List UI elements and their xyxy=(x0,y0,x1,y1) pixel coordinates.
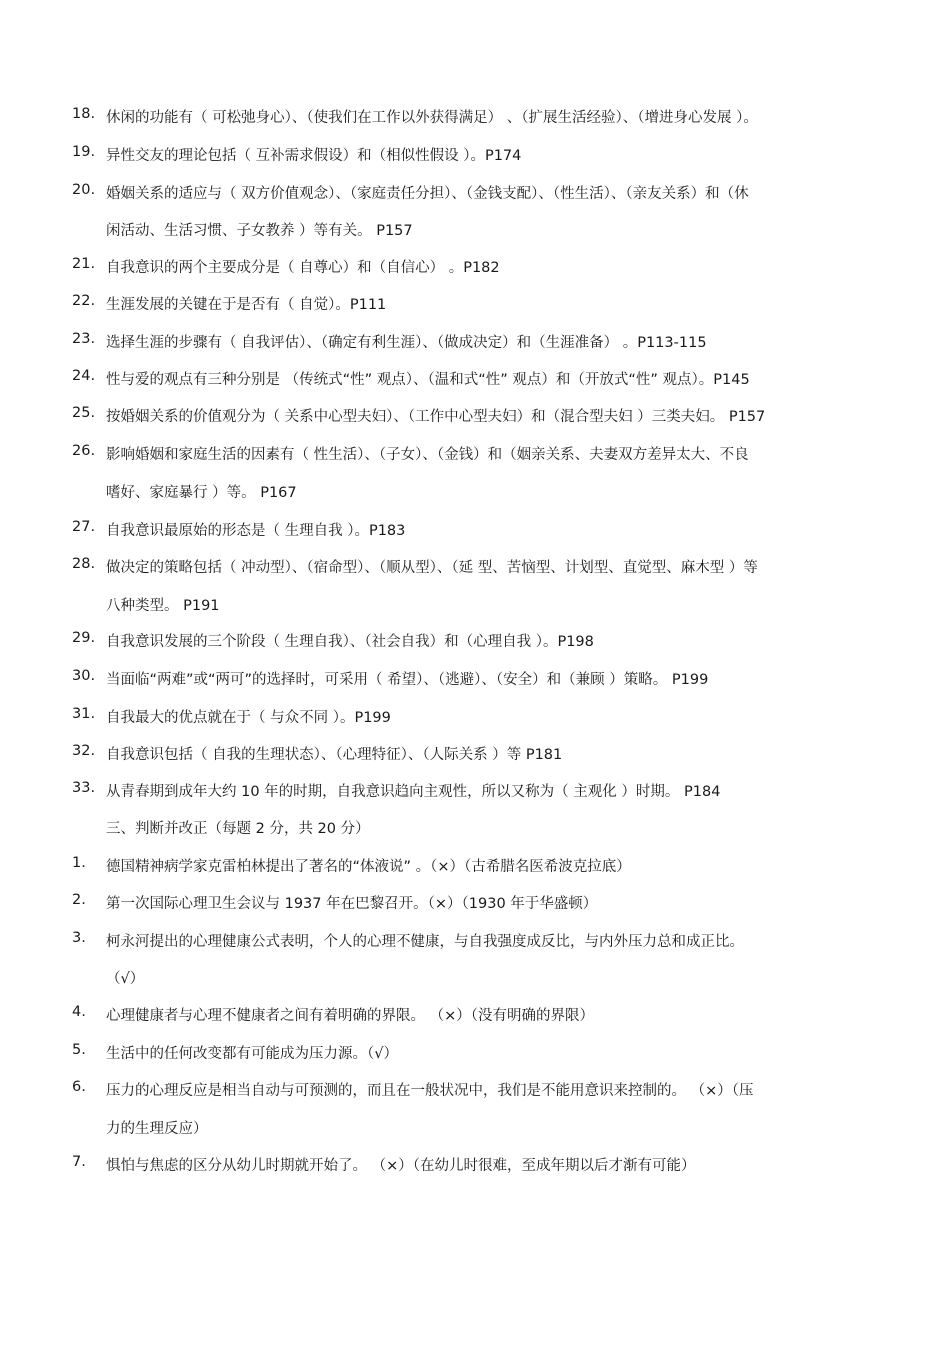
item-text: 当面临“两难”或“两可”的选择时，可采用（ 希望）、（逃避）、（安全）和（兼顾 ）策略。 P199 xyxy=(106,672,709,688)
item-number: 18. xyxy=(72,106,96,122)
item-text: 从青春期到成年大约 10 年的时期，自我意识趋向主观性，所以又称为（ 主观化 ）时期。 P184 xyxy=(106,784,721,800)
item-text: 自我意识发展的三个阶段（ 生理自我）、（社会自我）和（心理自我 ）。P198 xyxy=(106,634,594,650)
item-text: 性与爱的观点有三种分别是 （传统式“性” 观点）、（温和式“性” 观点）和（开放式“性” 观点）。P145 xyxy=(106,372,750,388)
item-number: 30. xyxy=(72,668,96,684)
item-text: 做决定的策略包括（ 冲动型）、（宿命型）、（顺从型）、（延 型、苦恼型、计划型、直觉型、麻木型 ）等 xyxy=(106,560,758,576)
fill-item-28-continuation: 八种类型。 P191 xyxy=(106,598,220,614)
item-number: 2. xyxy=(72,892,86,908)
item-number: 6. xyxy=(72,1079,86,1095)
item-number: 27. xyxy=(72,519,96,535)
section-heading: 三、判断并改正（每题 2 分，共 20 分） xyxy=(106,821,370,837)
item-number: 21. xyxy=(72,256,96,272)
item-text: 第一次国际心理卫生会议与 1937 年在巴黎召开。（×）（1930 年于华盛顿） xyxy=(106,896,598,912)
item-text: 生活中的任何改变都有可能成为压力源。（√） xyxy=(106,1046,398,1062)
item-text: 婚姻关系的适应与（ 双方价值观念）、（家庭责任分担）、（金钱支配）、（性生活）、（亲友关系）和（休 xyxy=(106,186,749,202)
item-number: 19. xyxy=(72,144,96,160)
item-number: 24. xyxy=(72,368,96,384)
item-text: 自我意识包括（ 自我的生理状态）、（心理特征）、（人际关系 ）等 P181 xyxy=(106,747,563,763)
item-number: 32. xyxy=(72,743,96,759)
item-text: 心理健康者与心理不健康者之间有着明确的界限。 （×）（没有明确的界限） xyxy=(106,1008,595,1024)
item-number: 20. xyxy=(72,182,96,198)
item-number: 33. xyxy=(72,780,96,796)
judge-item-6-continuation: 力的生理反应） xyxy=(106,1121,208,1137)
item-number: 31. xyxy=(72,706,96,722)
item-text: 生涯发展的关键在于是否有（ 自觉）。P111 xyxy=(106,297,387,313)
item-text: 自我最大的优点就在于（ 与众不同 ）。P199 xyxy=(106,710,391,726)
item-text: 惧怕与焦虑的区分从幼儿时期就开始了。 （×）（在幼儿时很难，至成年期以后才渐有可能） xyxy=(106,1158,696,1174)
fill-item-20-continuation: 闲活动、生活习惯、子女教养 ）等有关。 P157 xyxy=(106,223,413,239)
item-number: 28. xyxy=(72,556,96,572)
item-text: 按婚姻关系的价值观分为（ 关系中心型夫妇）、（工作中心型夫妇）和（混合型夫妇 ）三类夫妇。 P157 xyxy=(106,409,766,425)
item-text: 异性交友的理论包括（ 互补需求假设）和（相似性假设 ）。P174 xyxy=(106,148,522,164)
item-number: 29. xyxy=(72,630,96,646)
item-text: 休闲的功能有（ 可松弛身心）、（使我们在工作以外获得满足） 、（扩展生活经验）、（增进身心发展 ）。 xyxy=(106,110,758,126)
item-number: 4. xyxy=(72,1004,86,1020)
item-text: 柯永河提出的心理健康公式表明，个人的心理不健康，与自我强度成反比，与内外压力总和成正比。 xyxy=(106,934,744,950)
item-number: 25. xyxy=(72,405,96,421)
item-text: 自我意识的两个主要成分是（ 自尊心）和（自信心） 。P182 xyxy=(106,260,500,276)
item-text: 自我意识最原始的形态是（ 生理自我 ）。P183 xyxy=(106,523,406,539)
judge-item-3-continuation: （√） xyxy=(106,971,145,987)
fill-item-26-continuation: 嗜好、家庭暴行 ）等。 P167 xyxy=(106,485,297,501)
item-text: 压力的心理反应是相当自动与可预测的，而且在一般状况中，我们是不能用意识来控制的。 （×）（压 xyxy=(106,1083,754,1099)
item-number: 1. xyxy=(72,855,86,871)
item-text: 影响婚姻和家庭生活的因素有（ 性生活）、（子女）、（金钱）和（姻亲关系、夫妻双方差异太大、不良 xyxy=(106,447,749,463)
item-number: 26. xyxy=(72,443,96,459)
item-number: 7. xyxy=(72,1154,86,1170)
item-text: 德国精神病学家克雷柏林提出了著名的“体液说” 。（×）（古希腊名医希波克拉底） xyxy=(106,859,631,875)
item-text: 选择生涯的步骤有（ 自我评估）、（确定有利生涯）、（做成决定）和（生涯准备） 。P113-115 xyxy=(106,335,707,351)
item-number: 22. xyxy=(72,293,96,309)
item-number: 3. xyxy=(72,930,86,946)
item-number: 5. xyxy=(72,1042,86,1058)
item-number: 23. xyxy=(72,331,96,347)
